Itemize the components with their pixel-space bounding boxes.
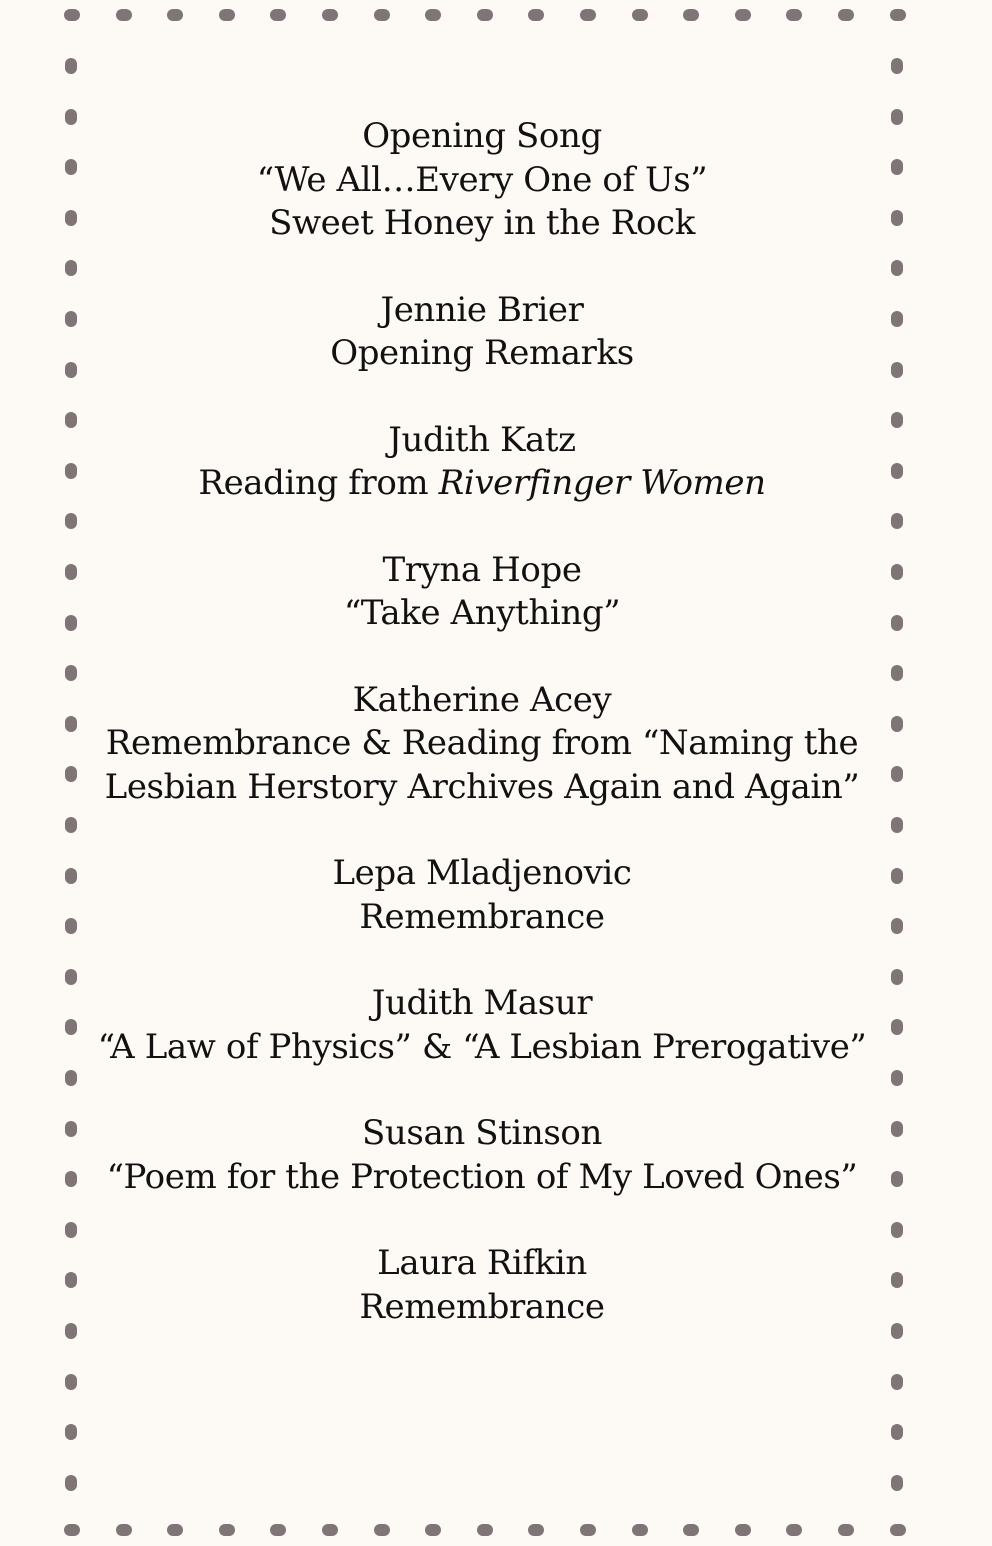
entry-text: Lepa Mladjenovic — [332, 853, 632, 893]
border-dot-bottom — [735, 1524, 751, 1536]
border-dot-left — [65, 1121, 77, 1137]
border-dot-bottom — [167, 1524, 183, 1536]
border-dot-right — [891, 564, 903, 580]
border-dot-right — [891, 817, 903, 833]
border-dot-top — [632, 9, 648, 21]
border-dot-bottom — [64, 1524, 80, 1536]
border-dot-top — [219, 9, 235, 21]
border-dot-left — [65, 665, 77, 681]
border-dot-right — [891, 513, 903, 529]
border-dot-left — [65, 58, 77, 74]
border-dot-right — [891, 1222, 903, 1238]
border-dot-left — [65, 817, 77, 833]
border-dot-top — [890, 9, 906, 21]
border-dot-top — [528, 9, 544, 21]
entry-heading — [90, 1112, 874, 1156]
border-dot-right — [891, 1374, 903, 1390]
entry-text: Judith Masur — [371, 983, 593, 1023]
entry-detail — [90, 722, 874, 766]
entry-heading — [90, 982, 874, 1026]
entry-text: “We All…Every One of Us” — [256, 159, 708, 200]
border-dot-right — [891, 716, 903, 732]
entry-title-italic: Riverfinger Women — [438, 463, 766, 503]
border-dot-left — [65, 362, 77, 378]
entry-text: “Poem for the Protection of My Loved Ones” — [106, 1156, 858, 1197]
border-dot-top — [270, 9, 286, 21]
border-dot-left — [65, 1374, 77, 1390]
entry-text: Opening Remarks — [330, 333, 634, 373]
border-dot-top — [786, 9, 802, 21]
entry-text: Opening Song — [362, 116, 602, 156]
border-dot-right — [891, 412, 903, 428]
border-dot-right — [891, 1070, 903, 1086]
border-dot-left — [65, 564, 77, 580]
program-entry — [90, 419, 874, 506]
border-dot-left — [65, 1019, 77, 1035]
entry-text: Judith Katz — [388, 419, 576, 460]
entry-heading — [90, 419, 874, 463]
border-dot-top — [580, 9, 596, 21]
entry-text: Susan Stinson — [362, 1113, 602, 1153]
border-dot-top — [425, 9, 441, 21]
border-dot-left — [65, 412, 77, 428]
entry-text: Sweet Honey in the Rock — [269, 203, 695, 243]
border-dot-bottom — [322, 1524, 338, 1536]
border-dot-right — [891, 615, 903, 631]
entry-text: Reading from — [198, 463, 439, 503]
border-dot-bottom — [683, 1524, 699, 1536]
border-dot-left — [65, 918, 77, 934]
program-entry — [90, 289, 874, 376]
border-dot-bottom — [580, 1524, 596, 1536]
border-dot-right — [891, 1171, 903, 1187]
border-dot-top — [735, 9, 751, 21]
program-entry — [90, 1112, 874, 1199]
border-dot-right — [891, 1475, 903, 1491]
border-dot-top — [477, 9, 493, 21]
border-dot-right — [891, 58, 903, 74]
border-dot-top — [374, 9, 390, 21]
border-dot-left — [65, 109, 77, 125]
border-dot-right — [891, 766, 903, 782]
border-dot-right — [891, 311, 903, 327]
entry-detail — [90, 1026, 874, 1070]
entry-detail — [90, 592, 874, 636]
border-dot-right — [891, 918, 903, 934]
border-dot-top — [167, 9, 183, 21]
border-dot-left — [65, 716, 77, 732]
border-dot-left — [65, 766, 77, 782]
entry-detail — [90, 1286, 874, 1330]
border-dot-right — [891, 260, 903, 276]
border-dot-bottom — [890, 1524, 906, 1536]
border-dot-right — [891, 1019, 903, 1035]
border-dot-right — [891, 463, 903, 479]
border-dot-left — [65, 615, 77, 631]
border-dot-right — [891, 210, 903, 226]
border-dot-right — [891, 1121, 903, 1137]
program-entry — [90, 679, 874, 810]
border-dot-bottom — [786, 1524, 802, 1536]
border-dot-left — [65, 868, 77, 884]
border-dot-bottom — [528, 1524, 544, 1536]
entry-text: Remembrance — [359, 1286, 605, 1327]
border-dot-bottom — [425, 1524, 441, 1536]
border-dot-bottom — [270, 1524, 286, 1536]
program-entry — [90, 115, 874, 246]
border-dot-left — [65, 1272, 77, 1288]
border-dot-top — [116, 9, 132, 21]
entry-detail — [90, 766, 874, 810]
border-dot-left — [65, 1475, 77, 1491]
program-entry — [90, 852, 874, 939]
border-dot-right — [891, 1424, 903, 1440]
border-dot-left — [65, 1171, 77, 1187]
border-dot-top — [838, 9, 854, 21]
border-dot-bottom — [374, 1524, 390, 1536]
entry-heading — [90, 289, 874, 333]
border-dot-bottom — [838, 1524, 854, 1536]
border-dot-left — [65, 969, 77, 985]
entry-heading — [90, 852, 874, 896]
entry-detail — [90, 896, 874, 940]
program-entry — [90, 549, 874, 636]
border-dot-top — [322, 9, 338, 21]
entry-heading — [90, 1242, 874, 1286]
border-dot-right — [891, 109, 903, 125]
border-dot-bottom — [477, 1524, 493, 1536]
entry-text: Remembrance — [359, 896, 605, 937]
entry-detail — [90, 202, 874, 246]
border-dot-right — [891, 159, 903, 175]
entry-text: “A Law of Physics” & “A Lesbian Prerogative” — [97, 1026, 867, 1067]
border-dot-bottom — [219, 1524, 235, 1536]
border-dot-left — [65, 1323, 77, 1339]
border-dot-left — [65, 210, 77, 226]
border-dot-left — [65, 311, 77, 327]
entry-heading — [90, 115, 874, 159]
entry-text: Lesbian Herstory Archives Again and Again” — [104, 766, 860, 807]
border-dot-top — [64, 9, 80, 21]
entry-text: Laura Rifkin — [377, 1243, 587, 1283]
border-dot-left — [65, 1424, 77, 1440]
border-dot-right — [891, 665, 903, 681]
border-dot-right — [891, 1323, 903, 1339]
entry-text: Katherine Acey — [352, 679, 612, 720]
entry-detail — [90, 462, 874, 506]
entry-detail — [90, 1156, 874, 1200]
entry-heading — [90, 549, 874, 593]
entry-text: Tryna Hope — [382, 549, 582, 590]
entry-text: “Take Anything” — [343, 593, 621, 633]
program-list — [90, 115, 874, 1372]
border-dot-left — [65, 260, 77, 276]
border-dot-left — [65, 1222, 77, 1238]
entry-heading — [90, 679, 874, 723]
border-dot-top — [683, 9, 699, 21]
border-dot-left — [65, 159, 77, 175]
border-dot-bottom — [116, 1524, 132, 1536]
entry-text: Remembrance & Reading from “Naming the — [105, 723, 859, 763]
border-dot-right — [891, 362, 903, 378]
border-dot-left — [65, 1070, 77, 1086]
border-dot-bottom — [632, 1524, 648, 1536]
program-entry — [90, 982, 874, 1069]
entry-detail — [90, 332, 874, 376]
entry-detail — [90, 159, 874, 203]
border-dot-right — [891, 868, 903, 884]
border-dot-left — [65, 513, 77, 529]
program-entry — [90, 1242, 874, 1329]
entry-text: Jennie Brier — [380, 289, 584, 330]
border-dot-right — [891, 969, 903, 985]
border-dot-right — [891, 1272, 903, 1288]
border-dot-left — [65, 463, 77, 479]
